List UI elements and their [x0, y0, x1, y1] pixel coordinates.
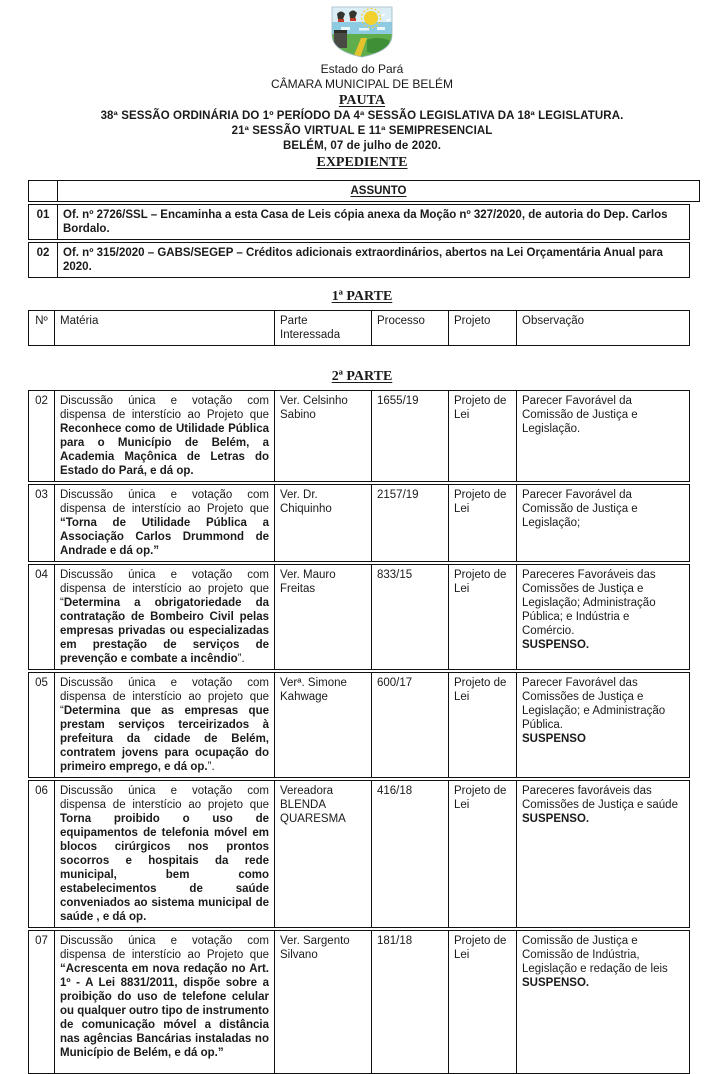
- row-projeto: Projeto de Lei: [449, 485, 517, 561]
- parte2-table: [28, 390, 690, 1074]
- row-materia: [55, 781, 275, 927]
- obs-status: SUSPENSO.: [522, 639, 590, 651]
- row-projeto: Projeto de Lei: [449, 565, 517, 669]
- row-materia: [55, 673, 275, 777]
- materia-post-text: ”.: [237, 653, 245, 665]
- col-header-observacao: Observação: [522, 315, 585, 327]
- row-number: 05: [29, 673, 55, 777]
- row-number: 06: [29, 781, 55, 927]
- row-parte-interessada: Ver. Sargento Silvano: [275, 931, 372, 1073]
- obs-text: Pareceres favoráveis das Comissões de Justiça e saúde: [522, 785, 678, 811]
- row-projeto: Projeto de Lei: [449, 673, 517, 777]
- row-parte-interessada: Vereadora BLENDA QUARESMA: [275, 781, 372, 927]
- table-row: [28, 672, 690, 778]
- col-header-materia: Matéria: [55, 311, 275, 345]
- expediente-table: [28, 180, 690, 278]
- col-header-processo: Processo: [372, 311, 449, 345]
- table-row: [28, 930, 690, 1074]
- table-row: [28, 242, 690, 278]
- section-expediente-title: EXPEDIENTE: [316, 155, 408, 170]
- row-number: 02: [29, 243, 58, 277]
- row-number: 02: [29, 391, 55, 481]
- materia-post-text: ”.: [207, 761, 215, 773]
- table-row: [28, 780, 690, 928]
- row-parte-interessada: Verª. Simone Kahwage: [275, 673, 372, 777]
- obs-status: SUSPENSO: [522, 733, 586, 745]
- row-observacao: [517, 673, 689, 777]
- materia-text: Discussão única e votação com dispensa de interstício ao projeto que “: [60, 569, 269, 609]
- row-observacao: [517, 781, 689, 927]
- row-observacao: [517, 485, 689, 561]
- belem-coat-of-arms-icon: [329, 6, 395, 58]
- materia-text: Discussão única e votação com dispensa de interstício ao Projeto que: [60, 935, 269, 961]
- col-header-parte: Parte Interessada: [275, 311, 372, 345]
- parte2-title: 2ª PARTE: [331, 369, 393, 384]
- obs-status: SUSPENSO.: [522, 813, 590, 825]
- materia-bold-text: Determina a obrigatoriedade da contratação de Bombeiro Civil pelas empresas privadas ou especializadas em prestação de serviços de prevenção e combate a incêndio: [60, 597, 269, 665]
- row-assunto: Of. nº 315/2020 – GABS/SEGEP – Créditos adicionais extraordinários, abertos na Lei Orçamentária Anual para 2020.: [63, 247, 663, 273]
- materia-bold-text: “Torna de Utilidade Pública a Associação Carlos Drummond de Andrade e dá op.”: [60, 517, 269, 557]
- row-number: 07: [29, 931, 55, 1073]
- materia-text: Discussão única e votação com dispensa de interstício ao Projeto que: [60, 395, 269, 421]
- row-processo: 2157/19: [372, 485, 449, 561]
- col-header-projeto: Projeto: [449, 311, 517, 345]
- chamber-name: CÂMARA MUNICIPAL DE BELÉM: [270, 77, 454, 91]
- obs-text: Pareceres Favoráveis das Comissões de Justiça e Legislação; Administração Pública; e Indústria e Comércio.: [522, 569, 656, 637]
- materia-bold-text: Torna proibido o uso de equipamentos de telefonia móvel em blocos cirúrgicos nos prontos socorros e hospitais da rede municipal, bem como estabelecimentos de saúde conveniados ao sistema municipal de saúde , e dá op.: [60, 813, 269, 923]
- row-projeto: Projeto de Lei: [449, 781, 517, 927]
- session-line-2: 21ª SESSÃO VIRTUAL E 11ª SEMIPRESENCIAL: [231, 125, 493, 137]
- materia-bold-text: “Acrescenta em nova redação no Art. 1º - A Lei 8831/2011, dispõe sobre a proibição do uso de telefone celular ou qualquer outro tipo de instrumento de comunicação móvel a distância nas agências Bancárias instaladas no Município de Belém, e dá op.”: [60, 963, 269, 1059]
- row-materia: [55, 391, 275, 481]
- obs-status: SUSPENSO.: [522, 977, 590, 989]
- state-name: Estado do Pará: [320, 62, 404, 76]
- obs-text: Parecer Favorável das Comissões de Justiça e Legislação; e Administração Pública.: [522, 677, 666, 731]
- table-row: [28, 484, 690, 562]
- row-parte-interessada: Ver. Dr. Chiquinho: [275, 485, 372, 561]
- document-header: [0, 6, 724, 171]
- row-processo: 600/17: [372, 673, 449, 777]
- row-processo: 416/18: [372, 781, 449, 927]
- row-number: 04: [29, 565, 55, 669]
- session-date: BELÉM, 07 de julho de 2020.: [283, 140, 441, 152]
- materia-text: Discussão única e votação com dispensa de interstício ao Projeto que: [60, 489, 269, 515]
- materia-text: Discussão única e votação com dispensa de interstício ao projeto que: [60, 785, 269, 811]
- table-row: [28, 564, 690, 670]
- row-observacao: [517, 565, 689, 669]
- parte1-header-row: [28, 310, 690, 346]
- col-header-numero: Nº: [29, 311, 55, 345]
- obs-text: Comissão de Justiça e Comissão de Indústria, Legislação e redação de leis: [522, 935, 668, 975]
- row-projeto: Projeto de Lei: [449, 391, 517, 481]
- row-parte-interessada: Ver. Celsinho Sabino: [275, 391, 372, 481]
- materia-text: Discussão única e votação com dispensa de interstício ao projeto que “: [60, 677, 269, 717]
- row-processo: 181/18: [372, 931, 449, 1073]
- row-processo: 833/15: [372, 565, 449, 669]
- doc-title: PAUTA: [338, 93, 386, 108]
- table-row: [28, 204, 690, 240]
- materia-bold-text: Determina que as empresas que prestam serviços terceirizados à prefeitura da cidade de Belém, contratem jovens para ocupação do primeiro emprego, e dá op.: [60, 705, 269, 773]
- parte1-title: 1ª PARTE: [331, 289, 393, 304]
- row-assunto: Of. nº 2726/SSL – Encaminha a esta Casa de Leis cópia anexa da Moção nº 327/2020, de autoria do Dep. Carlos Bordalo.: [63, 209, 668, 235]
- obs-text: Parecer Favorável da Comissão de Justiça e Legislação.: [522, 395, 638, 435]
- expediente-header-row: [28, 180, 700, 202]
- row-processo: 1655/19: [372, 391, 449, 481]
- row-projeto: Projeto de Lei: [449, 931, 517, 1073]
- row-materia: [55, 565, 275, 669]
- table-row: [28, 390, 690, 482]
- parte1-table: [28, 310, 690, 346]
- obs-text: Parecer Favorável da Comissão de Justiça e Legislação;: [522, 489, 638, 529]
- session-line-1: 38ª SESSÃO ORDINÁRIA DO 1º PERÍODO DA 4ª SESSÃO LEGISLATIVA DA 18ª LEGISLATURA.: [100, 110, 624, 122]
- row-number: 01: [29, 205, 58, 239]
- row-materia: [55, 485, 275, 561]
- row-materia: [55, 931, 275, 1073]
- row-observacao: [517, 931, 689, 1073]
- row-number: 03: [29, 485, 55, 561]
- materia-bold-text: Reconhece como de Utilidade Pública para o Município de Belém, a Academia Maçônica de Letras do Estado do Pará, e dá op.: [60, 423, 269, 477]
- row-observacao: [517, 391, 689, 481]
- expediente-header-assunto: ASSUNTO: [350, 185, 407, 197]
- expediente-header-num-cell: [29, 181, 58, 201]
- row-parte-interessada: Ver. Mauro Freitas: [275, 565, 372, 669]
